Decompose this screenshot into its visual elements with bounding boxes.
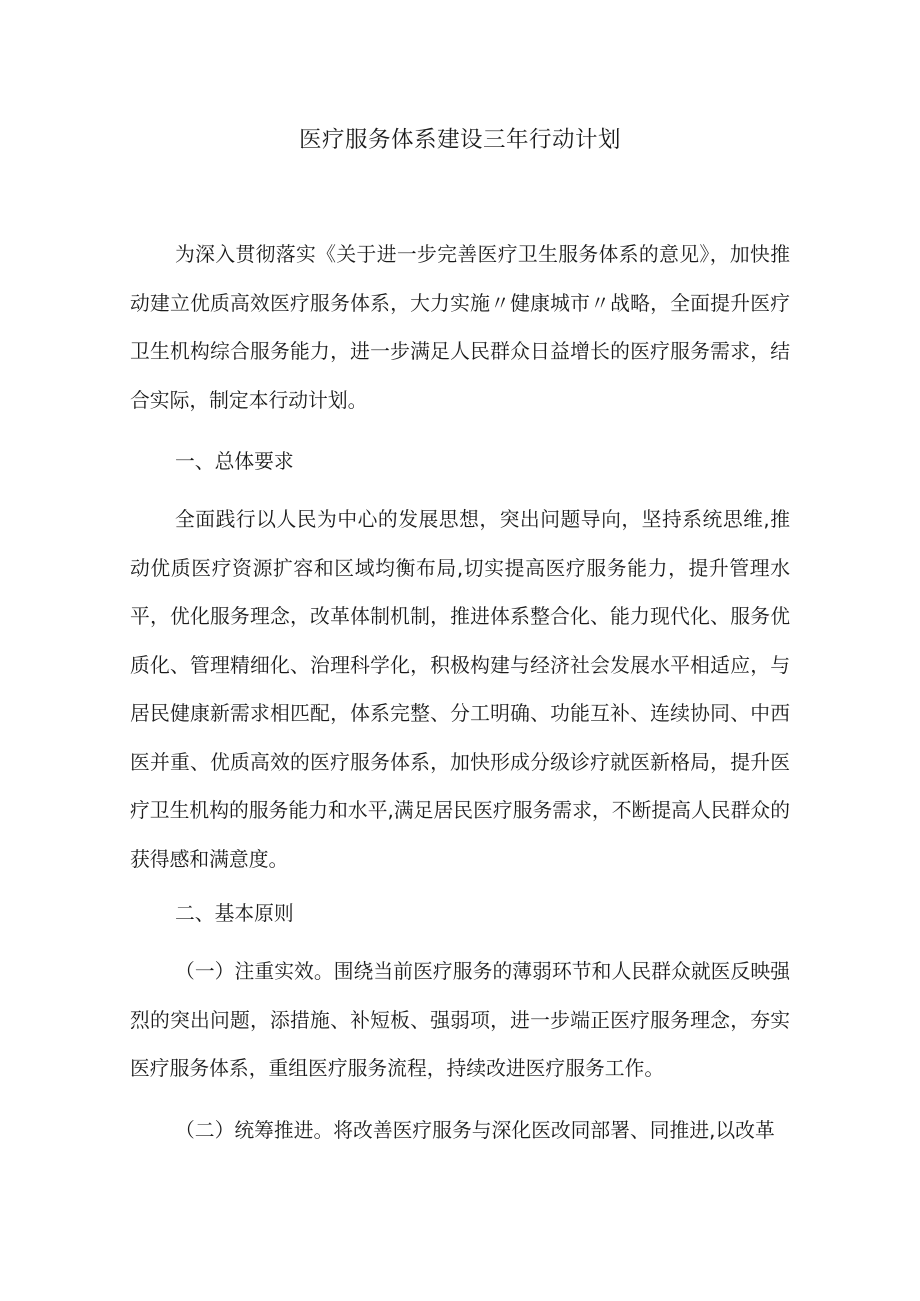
general-requirements-paragraph: 全面践行以人民为中心的发展思想，突出问题导向，坚持系统思维,推动优质医疗资源扩容和区域均衡布局,切实提高医疗服务能力，提升管理水平，优化服务理念，改革体制机制，推进体系整合化、能力现代化、服务优质化、管理精细化、治理科学化，积极构建与经济社会发展水平相适应，与居民健康新需求相匹配，体系完整、分工明确、功能互补、连续协同、中西医并重、优质高效的医疗服务体系，加快形成分级诊疗就医新格局，提升医疗卫生机构的服务能力和水平,满足居民医疗服务需求，不断提高人民群众的获得感和满意度。 [130,508,790,871]
intro-paragraph: 为深入贯彻落实《关于进一步完善医疗卫生服务体系的意见》，加快推动建立优质高效医疗服务体系，大力实施〃健康城市〃战略，全面提升医疗卫生机构综合服务能力，进一步满足人民群众日益增长的医疗服务需求，结合实际，制定本行动计划。 [130,243,790,412]
document-title: 医疗服务体系建设三年行动计划 [298,127,621,153]
section-heading-general-requirements: 一、总体要求 [175,450,294,473]
principle-item-2: （二）统筹推进。将改善医疗服务与深化医改同部署、同推进,以改革 [175,1119,775,1142]
principle-item-1: （一）注重实效。围绕当前医疗服务的薄弱环节和人民群众就医反映强烈的突出问题，添措施、补短板、强弱项，进一步端正医疗服务理念，夯实医疗服务体系，重组医疗服务流程，持续改进医疗服务工作。 [130,960,790,1080]
section-heading-basic-principles: 二、基本原则 [175,902,294,925]
